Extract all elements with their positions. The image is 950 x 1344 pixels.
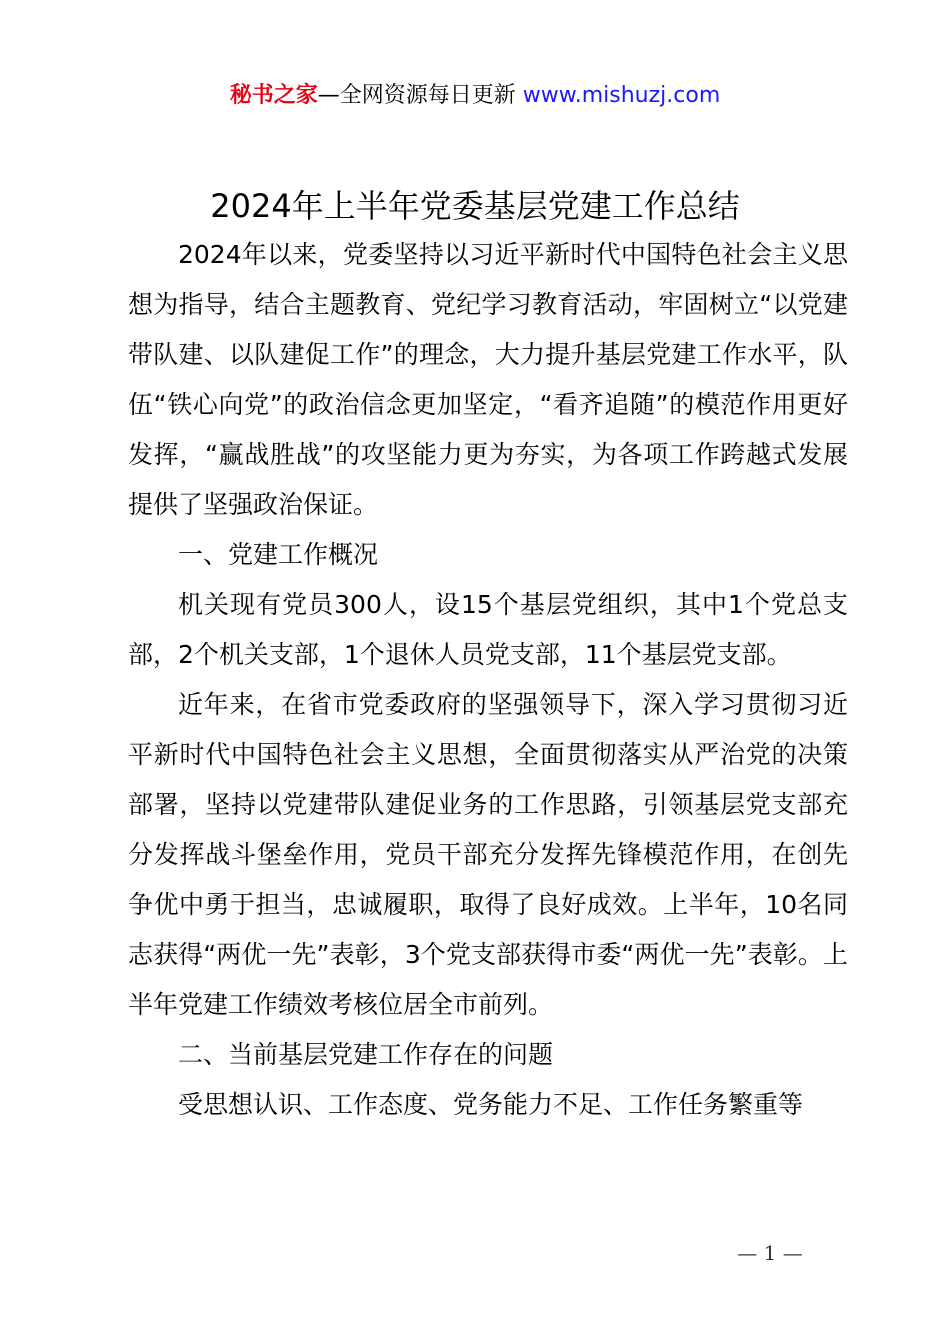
brand-name: 秘书之家: [229, 83, 318, 108]
paragraph-problems: 受思想认识、工作态度、党务能力不足、工作任务繁重等: [178, 1090, 804, 1119]
site-url: www.mishuzj.com: [522, 83, 721, 108]
page-number: — 1 —: [737, 1241, 803, 1265]
paragraph-intro: 2024年以来，党委坚持以习近平新时代中国特色社会主义思想为指导，结合主题教育、党纪学习教育活动，牢固树立“以党建带队建、以队建促工作”的理念，大力提升基层党建工作水平，队伍“铁心向党”的政治信念更加坚定，“看齐追随”的模范作用更好发挥，“赢战胜战”的攻坚能力更为夯实，为各项工作跨越式发展提供了坚强政治保证。: [128, 240, 848, 519]
document-body: [128, 230, 848, 1130]
site-header: [0, 80, 950, 112]
section-heading-2: 二、当前基层党建工作存在的问题: [178, 1040, 554, 1069]
paragraph-overview: 机关现有党员300人，设15个基层党组织，其中1个党总支部，2个机关支部，1个退休人员党支部，11个基层党支部。: [128, 590, 848, 669]
header-slogan: —全网资源每日更新: [317, 83, 523, 108]
document-title: 2024年上半年党委基层党建工作总结: [210, 187, 740, 225]
paragraph-achievements: 近年来，在省市党委政府的坚强领导下，深入学习贯彻习近平新时代中国特色社会主义思想，全面贯彻落实从严治党的决策部署，坚持以党建带队建促业务的工作思路，引领基层党支部充分发挥战斗堡垒作用，党员干部充分发挥先锋模范作用，在创先争优中勇于担当，忠诚履职，取得了良好成效。上半年，10名同志获得“两优一先”表彰，3个党支部获得市委“两优一先”表彰。上半年党建工作绩效考核位居全市前列。: [128, 690, 848, 1019]
section-heading-1: 一、党建工作概况: [178, 540, 379, 569]
